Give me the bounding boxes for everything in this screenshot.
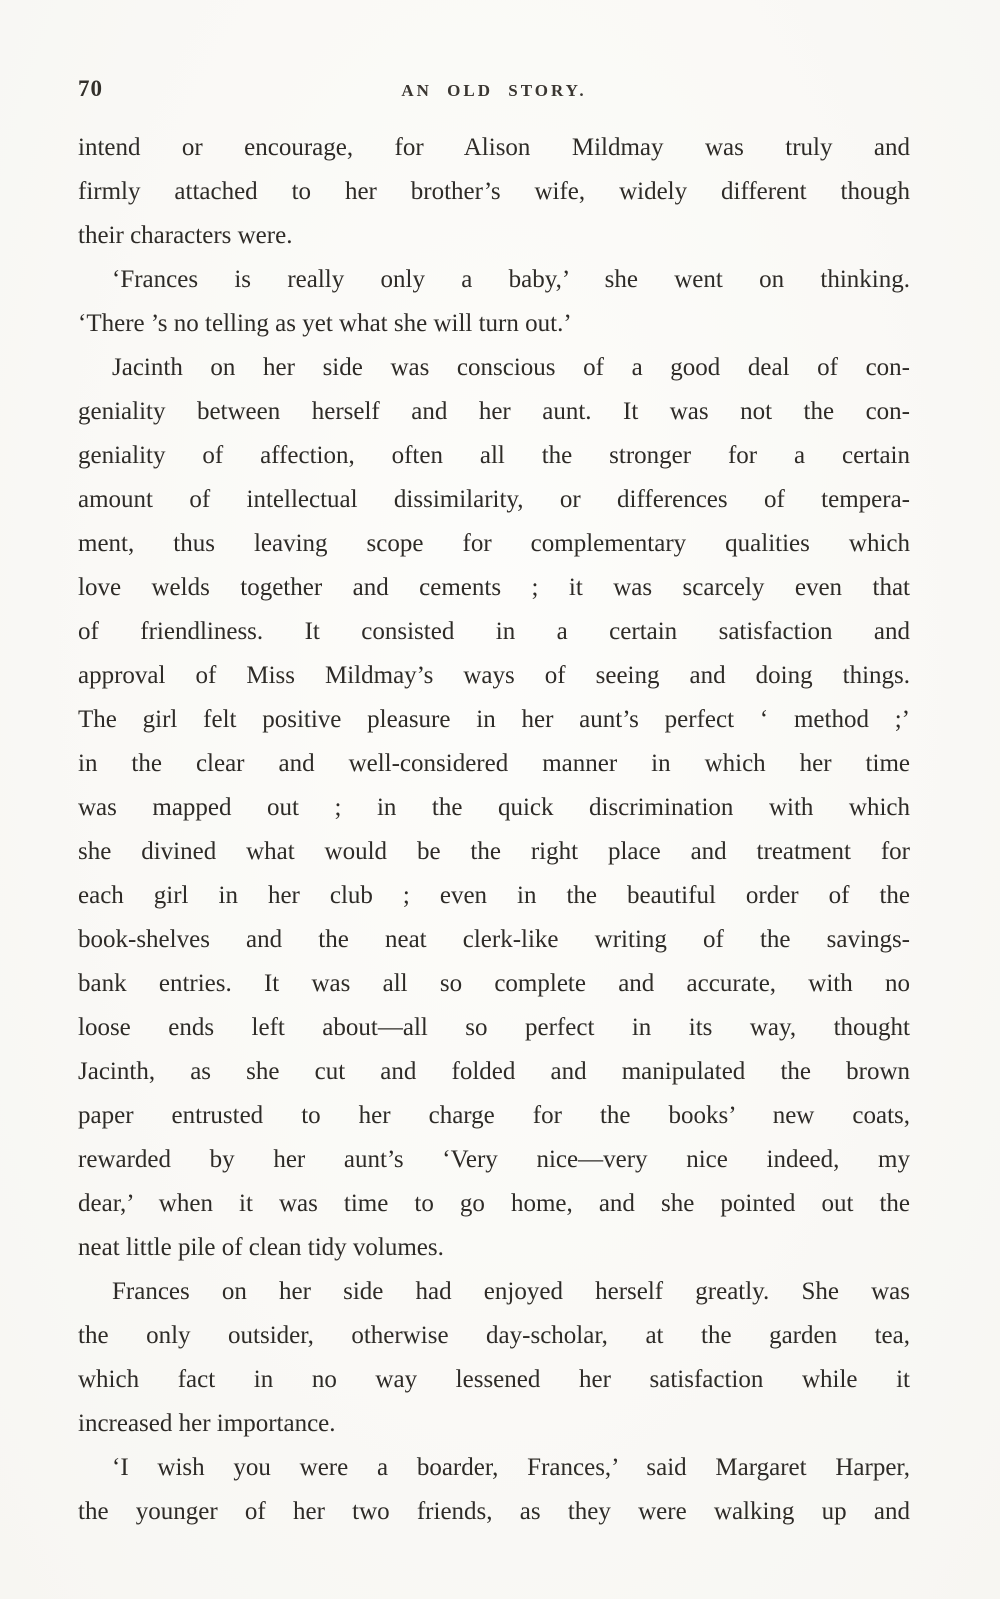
text-line: Frances on her side had enjoyed herself greatly. She was (112, 1278, 910, 1305)
text-line: Jacinth, as she cut and folded and manipulated the brown (78, 1058, 910, 1085)
text-line: love welds together and cements ; it was scarcely even that (78, 574, 910, 601)
text-line: bank entries. It was all so complete and accurate, with no (78, 970, 910, 997)
text-line: the younger of her two friends, as they were walking up and (78, 1498, 910, 1525)
page-body (78, 126, 910, 1534)
paragraph (78, 258, 910, 346)
text-line: Jacinth on her side was conscious of a good deal of con- (112, 354, 910, 381)
text-line: ment, thus leaving scope for complementary qualities which (78, 530, 910, 557)
text-line: geniality between herself and her aunt. It was not the con- (78, 398, 910, 425)
text-line: in the clear and well-considered manner in which her time (78, 750, 910, 777)
text-line: The girl felt positive pleasure in her aunt’s perfect ‘ method ;’ (78, 706, 910, 733)
text-line: was mapped out ; in the quick discrimination with which (78, 794, 910, 821)
text-line: she divined what would be the right place and treatment for (78, 838, 910, 865)
paragraph (78, 126, 910, 258)
paragraph (78, 346, 910, 1270)
text-line: which fact in no way lessened her satisfaction while it (78, 1366, 910, 1393)
text-line: loose ends left about—all so perfect in its way, thought (78, 1014, 910, 1041)
text-line: ‘Frances is really only a baby,’ she went on thinking. (112, 266, 910, 293)
text-line: approval of Miss Mildmay’s ways of seeing and doing things. (78, 662, 910, 689)
text-line: the only outsider, otherwise day-scholar, at the garden tea, (78, 1322, 910, 1349)
text-line: neat little pile of clean tidy volumes. (78, 1234, 444, 1261)
text-line: book-shelves and the neat clerk-like writing of the savings- (78, 926, 910, 953)
text-line: their characters were. (78, 222, 293, 249)
paragraph (78, 1446, 910, 1534)
paragraph (78, 1270, 910, 1446)
text-line: ‘I wish you were a boarder, Frances,’ said Margaret Harper, (112, 1454, 910, 1481)
text-line: geniality of affection, often all the stronger for a certain (78, 442, 910, 469)
text-line: dear,’ when it was time to go home, and she pointed out the (78, 1190, 910, 1217)
text-line: rewarded by her aunt’s ‘Very nice—very nice indeed, my (78, 1146, 910, 1173)
text-line: each girl in her club ; even in the beautiful order of the (78, 882, 910, 909)
text-line: ‘There ’s no telling as yet what she will turn out.’ (78, 310, 572, 337)
text-line: of friendliness. It consisted in a certain satisfaction and (78, 618, 910, 645)
text-line: paper entrusted to her charge for the books’ new coats, (78, 1102, 910, 1129)
running-header-title: AN OLD STORY. (401, 81, 587, 100)
text-line: increased her importance. (78, 1410, 336, 1437)
text-line: firmly attached to her brother’s wife, widely different though (78, 178, 910, 205)
text-line: intend or encourage, for Alison Mildmay was truly and (78, 134, 910, 161)
running-head (78, 76, 910, 106)
text-line: amount of intellectual dissimilarity, or differences of tempera- (78, 486, 910, 513)
page-number: 70 (78, 76, 103, 101)
